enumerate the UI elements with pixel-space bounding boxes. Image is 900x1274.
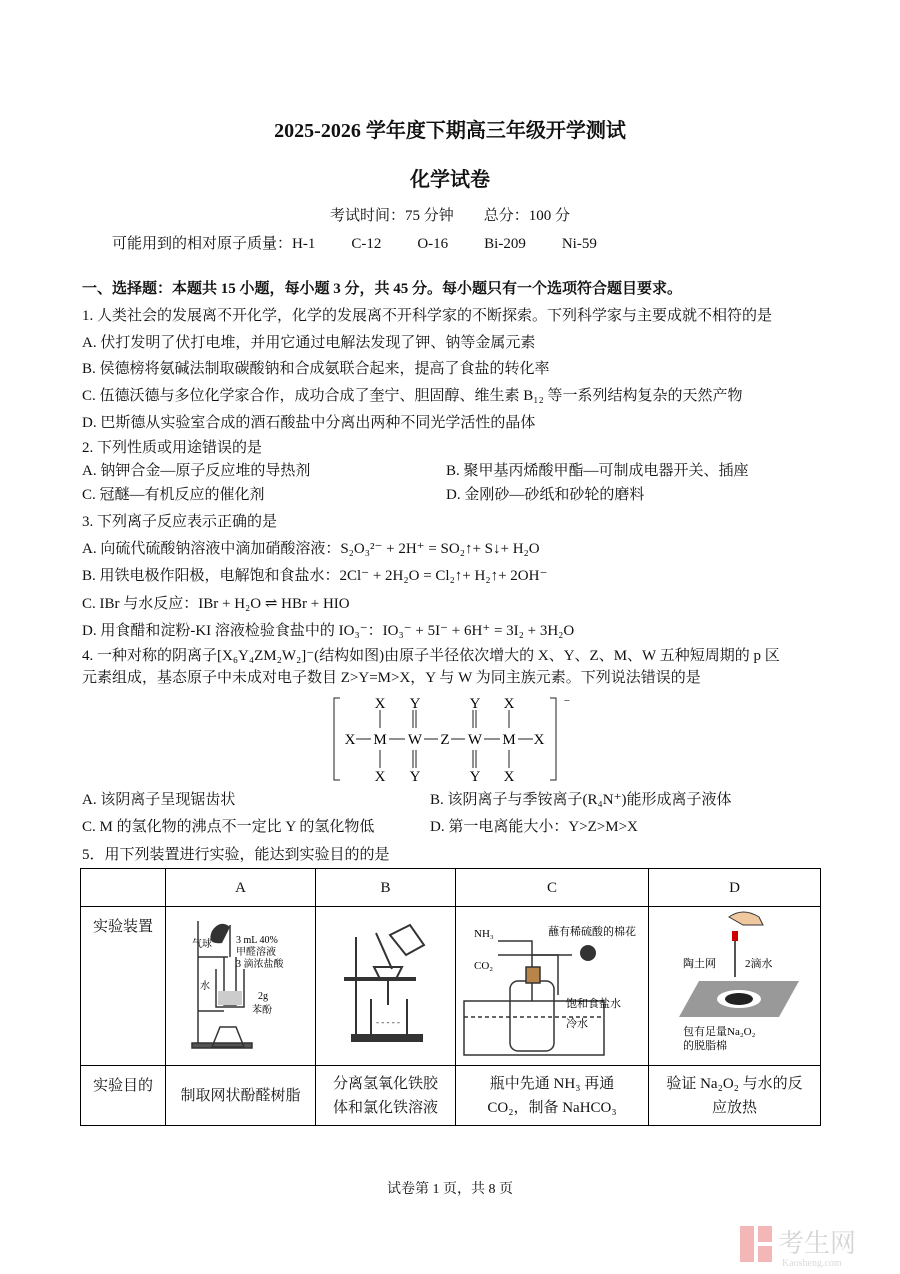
resin-apparatus-illustration: [166, 907, 315, 1057]
header-cell-b: B: [316, 869, 456, 907]
label: 的脱脂棉: [683, 1040, 727, 1052]
header-cell: [81, 869, 166, 907]
masses-label: 可能用到的相对原子质量：: [112, 236, 293, 252]
mass-o: O-16: [417, 236, 449, 252]
q2-stem: 2. 下列性质或用途错误的是: [82, 440, 263, 456]
label: 3 mL 40%: [236, 935, 278, 946]
watermark-name: 考生网: [778, 1229, 857, 1258]
header-cell-a: A: [166, 869, 316, 907]
page-footer: 试卷第 1 页，共 8 页: [387, 1182, 513, 1197]
na2o2-apparatus-illustration: [649, 907, 820, 1057]
q4-option-b: B. 该阴离子与季铵离子(R₄N⁺)能形成离子液体: [430, 792, 732, 808]
experiment-table: [80, 868, 821, 1126]
purpose-text: CO₂，制备 NaHCO₃: [487, 1099, 617, 1116]
label-nh3: NH₃: [474, 928, 494, 940]
section-heading: 一、选择题：本题共 15 小题，每小题 3 分，共 45 分。每小题只有一个选项符合题目要求。: [82, 281, 683, 297]
atom: X: [374, 769, 386, 784]
q3-option-c: C. IBr 与水反应：IBr + H₂O ⇌ HBr + HIO: [82, 596, 350, 612]
atom: X: [344, 732, 356, 748]
q2-option-a: A. 钠钾合金—原子反应堆的导热剂: [82, 463, 311, 479]
purpose-text: 制取网状酚醛树脂: [180, 1087, 301, 1104]
filtration-apparatus-illustration: [316, 907, 455, 1057]
q3-option-a: A. 向硫代硫酸钠溶液中滴加硝酸溶液：S₂O₃²⁻ + 2H⁺ = SO₂↑+ S↓+ H₂O: [82, 541, 540, 557]
apparatus-b: [316, 907, 456, 1066]
mass-c: C-12: [351, 236, 382, 252]
q2-option-c: C. 冠醚—有机反应的催化剂: [82, 487, 265, 503]
atom: X: [533, 732, 545, 748]
mass-bi: Bi-209: [484, 236, 526, 252]
label: 2g: [258, 991, 268, 1002]
label-clay-mesh: 陶土网: [683, 958, 716, 970]
atom: Y: [409, 769, 421, 784]
q1-option-c: C. 伍德沃德与多位化学家合作，成功合成了奎宁、胆固醇、维生素 B₁₂ 等一系列结构复杂的天然产物: [82, 388, 743, 404]
row-label-apparatus: 实验装置: [81, 907, 166, 1066]
table-row-purpose: [81, 1066, 821, 1126]
label-phenol: 苯酚: [252, 1005, 272, 1016]
exam-title: 2025-2026 学年度下期高三年级开学测试: [274, 120, 626, 142]
q2-option-b: B. 聚甲基丙烯酸甲酯—可制成电器开关、插座: [446, 463, 749, 479]
label-co2: CO₂: [474, 960, 494, 972]
atom: M: [502, 732, 516, 748]
charge: −: [563, 695, 571, 707]
q4-stem-line1: 4. 一种对称的阴离子[X₆Y₄ZM₂W₂]⁻(结构如图)由原子半径依次增大的 X、Y、Z、M、W 五种短周期的 p 区: [82, 648, 780, 664]
header-cell-c: C: [456, 869, 649, 907]
purpose-text: 验证 Na₂O₂ 与水的反: [666, 1075, 803, 1092]
mass-ni: Ni-59: [561, 236, 597, 252]
atom: Y: [469, 696, 481, 712]
q3-option-d: D. 用食醋和淀粉-KI 溶液检验食盐中的 IO₃⁻：IO₃⁻ + 5I⁻ + 6H⁺ = 3I₂ + 3H₂O: [82, 623, 575, 639]
purpose-a: [166, 1066, 316, 1126]
q1-option-d: D. 巴斯德从实验室合成的酒石酸盐中分离出两种不同光学活性的晶体: [82, 415, 536, 431]
label-cotton: 蘸有稀硫酸的棉花: [548, 926, 636, 938]
subject-title: 化学试卷: [410, 169, 490, 191]
nahco3-apparatus-illustration: [456, 907, 648, 1057]
table-header-row: [81, 869, 821, 907]
atom: Z: [440, 732, 450, 748]
atomic-masses: [112, 234, 633, 254]
label: 3 滴浓盐酸: [236, 959, 284, 970]
purpose-b: [316, 1066, 456, 1126]
purpose-text: 应放热: [711, 1099, 757, 1116]
apparatus-a: [166, 907, 316, 1066]
apparatus-c: [456, 907, 649, 1066]
q4-option-c: C. M 的氢化物的沸点不一定比 Y 的氢化物低: [82, 819, 375, 835]
q4-option-a: A. 该阴离子呈现锯齿状: [82, 792, 236, 808]
q1-option-b: B. 侯德榜将氨碱法制取碳酸钠和合成氨联合起来，提高了食盐的转化率: [82, 361, 550, 377]
atom: M: [373, 732, 387, 748]
q4-stem-line2: 元素组成，基态原子中未成对电子数目 Z>Y=M>X，Y 与 W 为同主族元素。下列说法错误的是: [82, 670, 701, 686]
q5-stem: 5．用下列装置进行实验，能达到实验目的的是: [82, 847, 390, 863]
q1-option-a: A. 伏打发明了伏打电堆，并用它通过电解法发现了钾、钠等金属元素: [82, 335, 536, 351]
purpose-c: [456, 1066, 649, 1126]
atom: Y: [409, 696, 421, 712]
mass-h: H-1: [292, 236, 316, 252]
atom: Y: [469, 769, 481, 784]
label-two-drops: 2滴水: [745, 958, 773, 970]
apparatus-d: [649, 907, 821, 1066]
label-water: 水: [200, 981, 210, 992]
purpose-text: 瓶中先通 NH₃ 再通: [489, 1075, 615, 1092]
atom: X: [503, 769, 515, 784]
atom: W: [467, 732, 483, 748]
label-balloon: 气球: [192, 939, 212, 950]
q1-stem: 1. 人类社会的发展离不开化学，化学的发展离不开科学家的不断探索。下列科学家与主要成就不相符的是: [82, 308, 773, 324]
q3-option-b: B. 用铁电极作阳极，电解饱和食盐水：2Cl⁻ + 2H₂O = Cl₂↑+ H₂↑+ 2OH⁻: [82, 568, 548, 584]
q3-stem: 3. 下列离子反应表示正确的是: [82, 514, 278, 530]
label: 甲醛溶液: [236, 947, 276, 958]
atom: W: [407, 732, 423, 748]
exam-info: 考试时间：75 分钟 总分：100 分: [329, 208, 570, 224]
kaosheng-watermark-logo: [738, 1222, 888, 1268]
table-row-apparatus: [81, 907, 821, 1066]
label-cold-water: 冷水: [566, 1018, 588, 1030]
purpose-d: [649, 1066, 821, 1126]
label-brine: 饱和食盐水: [566, 998, 621, 1010]
anion-structure-diagram: [330, 694, 580, 784]
row-label-purpose: 实验目的: [81, 1066, 166, 1126]
purpose-text: 体和氯化铁溶液: [332, 1099, 438, 1116]
watermark-url: Kaosheng.com: [782, 1258, 842, 1268]
atom: X: [374, 696, 386, 712]
purpose-text: 分离氢氧化铁胶: [332, 1075, 438, 1092]
q2-option-d: D. 金刚砂—砂纸和砂轮的磨料: [446, 487, 645, 503]
label: 包有足量Na₂O₂: [683, 1026, 756, 1038]
q4-option-d: D. 第一电离能大小：Y>Z>M>X: [430, 819, 638, 835]
header-cell-d: D: [649, 869, 821, 907]
atom: X: [503, 696, 515, 712]
svg-text:- - - - -: - - - - -: [376, 1017, 400, 1027]
